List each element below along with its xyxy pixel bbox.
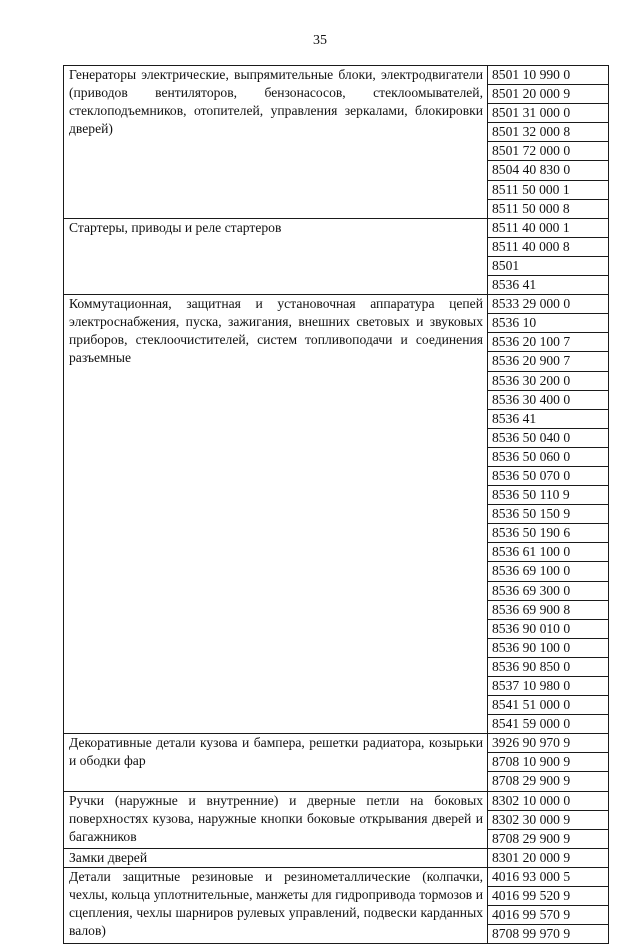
tnved-code: 8511 40 000 8 — [488, 238, 608, 257]
tnved-code: 8501 72 000 0 — [488, 142, 608, 161]
tnved-code: 8504 40 830 0 — [488, 161, 608, 180]
tnved-code: 8301 20 000 9 — [492, 849, 571, 865]
tnved-code: 8501 10 990 0 — [488, 66, 608, 85]
tnved-codes-cell — [488, 848, 609, 867]
tnved-code: 8536 50 060 0 — [488, 448, 608, 467]
tnved-code: 8536 41 — [488, 410, 608, 429]
tnved-code: 8536 50 150 9 — [488, 505, 608, 524]
tnved-code: 8536 69 900 8 — [488, 601, 608, 620]
tnved-code: 8302 10 000 0 — [488, 792, 608, 811]
product-description-cell — [64, 867, 488, 943]
table-row — [64, 867, 609, 943]
tnved-code: 8302 30 000 9 — [488, 811, 608, 830]
tnved-code: 8536 50 040 0 — [488, 429, 608, 448]
tnved-code: 8536 90 850 0 — [488, 658, 608, 677]
tnved-codes-cell — [488, 867, 609, 943]
tnved-code: 8708 10 900 9 — [488, 753, 608, 772]
tnved-code: 8511 40 000 1 — [488, 219, 608, 238]
table-row — [64, 791, 609, 848]
tnved-code: 8536 69 300 0 — [488, 582, 608, 601]
tnved-code: 8536 41 — [492, 277, 537, 293]
tnved-code: 8541 51 000 0 — [488, 696, 608, 715]
tnved-code: 8541 59 000 0 — [492, 716, 571, 732]
table-row — [64, 218, 609, 294]
table-row — [64, 848, 609, 867]
tnved-codes-cell — [488, 734, 609, 791]
tnved-code: 8536 10 — [488, 314, 608, 333]
table-row — [64, 66, 609, 219]
tnved-code: 8536 90 010 0 — [488, 620, 608, 639]
tnved-codes-cell — [488, 218, 609, 294]
table-row — [64, 295, 609, 734]
tnved-code: 8708 29 900 9 — [492, 830, 571, 846]
table-row — [64, 734, 609, 791]
tnved-code: 8536 69 100 0 — [488, 562, 608, 581]
tnved-code: 8536 50 110 9 — [488, 486, 608, 505]
tnved-code: 4016 99 570 9 — [488, 906, 608, 925]
tnved-code: 8537 10 980 0 — [488, 677, 608, 696]
tnved-code: 3926 90 970 9 — [488, 734, 608, 753]
product-description: Коммутационная, защитная и установочная аппаратура цепей электроснабжения, пуска, зажигания, внешних световых и звуковых приборов, стеклоочистителей, систем топливоподачи и соединения разъемные — [69, 296, 483, 366]
page-number: 35 — [313, 33, 327, 48]
product-description-cell — [64, 791, 488, 848]
product-description: Замки дверей — [69, 849, 148, 865]
tnved-code: 8501 31 000 0 — [488, 104, 608, 123]
tnved-code: 8708 99 970 9 — [492, 926, 571, 942]
tnved-code: 8536 30 400 0 — [488, 391, 608, 410]
product-description-cell — [64, 66, 488, 219]
tnved-codes-cell — [488, 791, 609, 848]
tnved-code: 8536 30 200 0 — [488, 372, 608, 391]
tnved-codes-cell — [488, 295, 609, 734]
tnved-code: 8536 61 100 0 — [488, 543, 608, 562]
product-description: Детали защитные резиновые и резинометаллические (колпачки, чехлы, кольца уплотнительные, манжеты для гидропривода тормозов и сцепления, чехлы шарниров рулевых управлений, подвески карданных валов) — [69, 868, 483, 939]
tnved-code: 8501 32 000 8 — [488, 123, 608, 142]
tnved-code: 8511 50 000 1 — [488, 181, 608, 200]
tnved-code: 8533 29 000 0 — [488, 295, 608, 314]
product-description-cell — [64, 218, 488, 294]
product-description: Ручки (наружные и внутренние) и дверные петли на боковых поверхностях кузова, наружные кнопки боковые открывания дверей и багажников — [69, 792, 483, 844]
tnved-code: 8501 — [488, 257, 608, 276]
tnved-code: 8536 20 100 7 — [488, 333, 608, 352]
product-description: Генераторы электрические, выпрямительные блоки, электродвигатели (приводов вентиляторов, бензонасосов, стеклоомывателей, стеклоподъемников, отопителей, управления зеркалами, блокировки дверей) — [69, 67, 483, 137]
table-body — [64, 66, 609, 944]
tnved-code: 8536 50 070 0 — [488, 467, 608, 486]
tnved-code: 8708 29 900 9 — [492, 773, 571, 789]
tnved-code: 8536 50 190 6 — [488, 524, 608, 543]
tnved-codes-cell — [488, 66, 609, 219]
tnved-code: 8511 50 000 8 — [492, 200, 570, 216]
product-description-cell — [64, 295, 488, 734]
tnved-codes-table — [63, 65, 609, 944]
product-description: Декоративные детали кузова и бампера, решетки радиатора, козырьки и ободки фар — [69, 735, 483, 769]
product-description-cell — [64, 734, 488, 791]
tnved-code: 4016 93 000 5 — [488, 868, 608, 887]
tnved-code: 8501 20 000 9 — [488, 85, 608, 104]
product-description: Стартеры, приводы и реле стартеров — [69, 219, 282, 235]
tnved-code: 4016 99 520 9 — [488, 887, 608, 906]
tnved-code: 8536 20 900 7 — [488, 352, 608, 371]
product-description-cell — [64, 848, 488, 867]
tnved-code: 8536 90 100 0 — [488, 639, 608, 658]
